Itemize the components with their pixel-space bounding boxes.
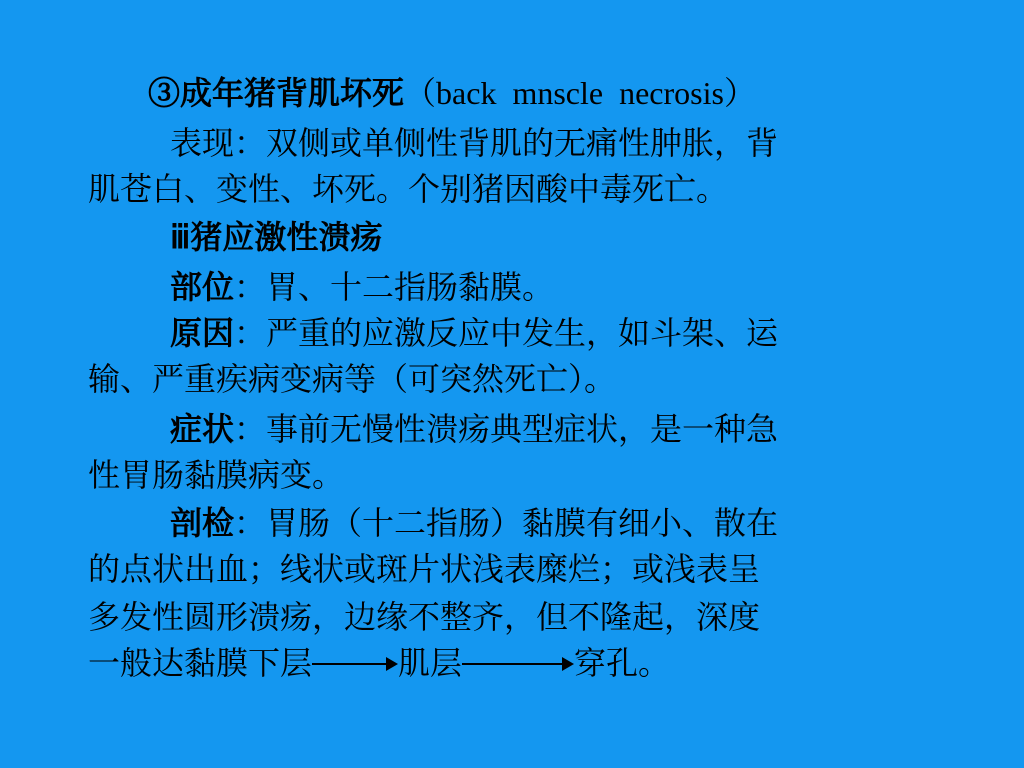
cause-label: 原因 [170, 314, 235, 352]
subsection-numeral: ⅲ [170, 219, 191, 255]
necropsy-depth-text-3: 穿孔。 [574, 644, 671, 682]
necropsy-line-4 [88, 640, 928, 686]
necropsy-depth-text-2: 肌层 [398, 644, 463, 682]
cause-line-1 [170, 310, 930, 356]
symptoms-line-1 [170, 406, 930, 452]
section-title-open-paren: （ [404, 75, 437, 111]
necropsy-label: 剖检 [170, 504, 235, 542]
location-text: 胃、十二指肠黏膜。 [266, 268, 555, 306]
symptoms-line-2: 性胃肠黏膜病变。 [88, 456, 345, 494]
subsection-title [170, 214, 930, 260]
necropsy-depth-text-1: 一般达黏膜下层 [88, 644, 313, 682]
necropsy-colon: ： [234, 504, 267, 542]
location-label: 部位 [170, 268, 235, 306]
symptoms-label: 症状 [170, 410, 235, 448]
section-title-chinese: ③成年猪背肌坏死 [148, 74, 405, 112]
location-line [170, 264, 930, 310]
necropsy-line-2: 的点状出血；线状或斑片状浅表糜烂；或浅表呈 [88, 550, 761, 588]
symptoms-colon: ： [234, 410, 267, 448]
location-colon: ： [234, 268, 267, 306]
cause-colon: ： [234, 314, 267, 352]
section-title-english: back mnscle necrosis [436, 75, 724, 111]
cause-line-2: 输、严重疾病变病等（可突然死亡）。 [88, 360, 617, 398]
right-arrow-icon [312, 640, 398, 686]
necropsy-line-3: 多发性圆形溃疡，边缘不整齐，但不隆起，深度 [88, 598, 761, 636]
manifestation-line-2: 肌苍白、变性、坏死。个别猪因酸中毒死亡。 [88, 170, 729, 208]
cause-text-1: 严重的应激反应中发生，如斗架、运 [266, 314, 779, 352]
subsection-title-text: 猪应激性溃疡 [190, 218, 383, 256]
section-title [148, 70, 928, 116]
right-arrow-icon [462, 640, 574, 686]
necropsy-line-1 [170, 500, 930, 546]
section-title-close-paren: ） [723, 75, 756, 111]
necropsy-text-1: 胃肠（十二指肠）黏膜有细小、散在 [266, 504, 779, 542]
manifestation-line-1: 表现：双侧或单侧性背肌的无痛性肿胀，背 [170, 124, 779, 162]
symptoms-text-1: 事前无慢性溃疡典型症状，是一种急 [266, 410, 779, 448]
